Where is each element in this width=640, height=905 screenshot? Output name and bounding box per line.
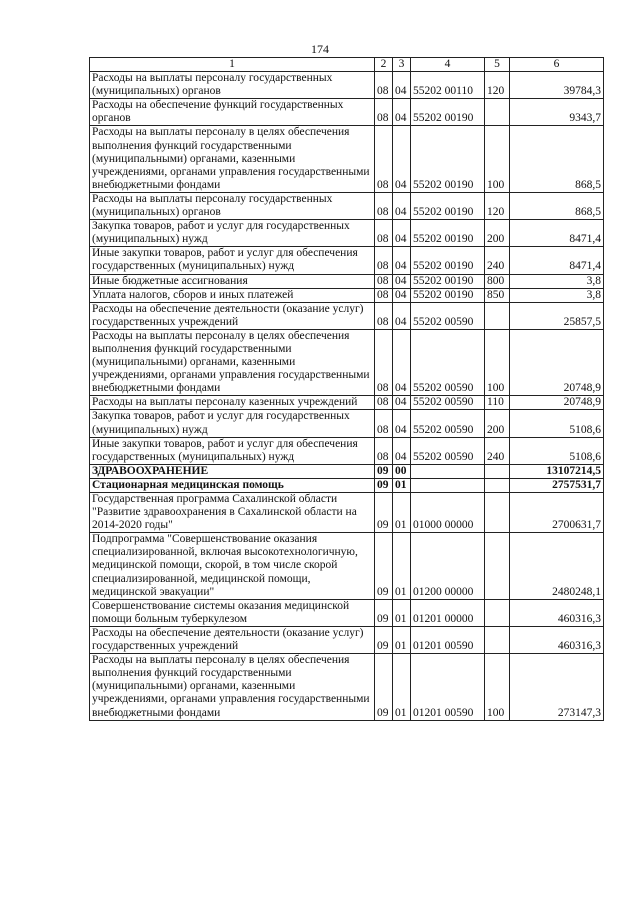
- subsection-code-cell: 01: [393, 626, 411, 653]
- table-row: [90, 599, 604, 626]
- section-code-cell: 08: [375, 72, 393, 99]
- target-article-cell: [411, 464, 485, 478]
- amount-cell: 460316,3: [510, 599, 604, 626]
- expense-type-cell: [485, 464, 510, 478]
- section-code-cell: 08: [375, 99, 393, 126]
- expense-name-cell: [90, 192, 375, 219]
- expense-type-cell: [485, 493, 510, 533]
- expense-name-cell: [90, 302, 375, 329]
- subsection-code-cell: 04: [393, 274, 411, 288]
- table-row: [90, 437, 604, 464]
- section-code-cell: 08: [375, 274, 393, 288]
- target-article-cell: 55202 00110: [411, 72, 485, 99]
- expense-name-cell: [90, 396, 375, 410]
- section-code-cell: 09: [375, 654, 393, 720]
- expense-name-text: Расходы на обеспечение функций государственных органов: [92, 99, 344, 125]
- expense-type-cell: [485, 599, 510, 626]
- section-code-cell: 08: [375, 329, 393, 395]
- target-article-cell: 55202 00590: [411, 302, 485, 329]
- expense-name-text: Закупка товаров, работ и услуг для государственных (муниципальных) нужд: [92, 410, 350, 436]
- amount-cell: 25857,5: [510, 302, 604, 329]
- expense-type-cell: [485, 478, 510, 492]
- expense-type-cell: 200: [485, 410, 510, 437]
- expense-name-cell: [90, 533, 375, 599]
- table-row: [90, 288, 604, 302]
- expense-name-text: Стационарная медицинская помощь: [92, 478, 284, 491]
- target-article-cell: 01201 00000: [411, 599, 485, 626]
- expense-name-cell: [90, 493, 375, 533]
- expense-name-text: Расходы на выплаты персоналу в целях обеспечения выполнения функций государственными (муниципальными) органами, казенными учреждениями, органами управления государственными внебюджетными фондами: [92, 654, 370, 719]
- amount-cell: 2757531,7: [510, 478, 604, 492]
- target-article-cell: 55202 00190: [411, 126, 485, 192]
- amount-cell: 8471,4: [510, 220, 604, 247]
- expense-name-text: Иные бюджетные ассигнования: [92, 274, 248, 287]
- amount-cell: 3,8: [510, 274, 604, 288]
- table-row: [90, 72, 604, 99]
- expense-type-cell: 850: [485, 288, 510, 302]
- amount-cell: 5108,6: [510, 437, 604, 464]
- expense-type-cell: 240: [485, 437, 510, 464]
- amount-cell: 2480248,1: [510, 533, 604, 599]
- subsection-code-cell: 04: [393, 126, 411, 192]
- expense-type-cell: 240: [485, 247, 510, 274]
- subsection-code-cell: 04: [393, 437, 411, 464]
- expense-name-cell: [90, 288, 375, 302]
- section-code-cell: 08: [375, 288, 393, 302]
- table-row: [90, 220, 604, 247]
- subsection-code-cell: 04: [393, 410, 411, 437]
- table-row: [90, 410, 604, 437]
- table-row: [90, 247, 604, 274]
- amount-cell: 460316,3: [510, 626, 604, 653]
- column-header-2: 2: [375, 58, 393, 72]
- subsection-code-cell: 04: [393, 220, 411, 247]
- expense-name-cell: [90, 464, 375, 478]
- amount-cell: 39784,3: [510, 72, 604, 99]
- amount-cell: 9343,7: [510, 99, 604, 126]
- expense-name-text: Государственная программа Сахалинской области "Развитие здравоохранения в Сахалинской области на 2014-2020 годы": [92, 493, 357, 532]
- section-code-cell: 09: [375, 478, 393, 492]
- expense-name-cell: [90, 599, 375, 626]
- expense-name-text: Расходы на выплаты персоналу в целях обеспечения выполнения функций государственными (муниципальными) органами, казенными учреждениями, органами управления государственными внебюджетными фондами: [92, 329, 370, 395]
- expense-name-text: Расходы на выплаты персоналу государственных (муниципальных) органов: [92, 192, 333, 219]
- section-code-cell: 08: [375, 396, 393, 410]
- section-code-cell: 08: [375, 192, 393, 219]
- expense-name-cell: [90, 220, 375, 247]
- table-row: [90, 478, 604, 492]
- target-article-cell: 55202 00590: [411, 329, 485, 395]
- expense-name-cell: [90, 654, 375, 720]
- section-code-cell: 08: [375, 410, 393, 437]
- section-code-cell: 08: [375, 220, 393, 247]
- subsection-code-cell: 01: [393, 493, 411, 533]
- target-article-cell: 55202 00190: [411, 99, 485, 126]
- expense-name-cell: [90, 626, 375, 653]
- expense-name-text: ЗДРАВООХРАНЕНИЕ: [92, 464, 209, 477]
- target-article-cell: 01000 00000: [411, 493, 485, 533]
- table-row: [90, 99, 604, 126]
- expense-name-text: Расходы на выплаты персоналу в целях обеспечения выполнения функций государственными (муниципальными) органами, казенными учреждениями, органами управления государственными внебюджетными фондами: [92, 126, 370, 191]
- section-code-cell: 09: [375, 599, 393, 626]
- table-row: [90, 302, 604, 329]
- table-row: [90, 626, 604, 653]
- section-code-cell: 08: [375, 302, 393, 329]
- amount-cell: 2700631,7: [510, 493, 604, 533]
- column-header-1: 1: [90, 58, 375, 72]
- subsection-code-cell: 04: [393, 192, 411, 219]
- table-row: [90, 464, 604, 478]
- subsection-code-cell: 04: [393, 247, 411, 274]
- expense-type-cell: 120: [485, 192, 510, 219]
- expense-name-cell: [90, 329, 375, 395]
- table-row: [90, 329, 604, 395]
- subsection-code-cell: 01: [393, 599, 411, 626]
- expense-type-cell: 800: [485, 274, 510, 288]
- target-article-cell: 55202 00190: [411, 220, 485, 247]
- expense-name-cell: [90, 410, 375, 437]
- expense-name-text: Подпрограмма "Совершенствование оказания специализированной, включая высокотехнологичную, медицинской помощи, скорой, в том числе скорой специализированной, медицинской помощи, медицинской эвакуации": [92, 533, 358, 598]
- expense-name-cell: [90, 99, 375, 126]
- amount-cell: 3,8: [510, 288, 604, 302]
- target-article-cell: 55202 00190: [411, 192, 485, 219]
- subsection-code-cell: 04: [393, 288, 411, 302]
- column-header-4: 4: [411, 58, 485, 72]
- subsection-code-cell: 01: [393, 654, 411, 720]
- amount-cell: 20748,9: [510, 396, 604, 410]
- section-code-cell: 09: [375, 533, 393, 599]
- section-code-cell: 08: [375, 247, 393, 274]
- expense-type-cell: [485, 302, 510, 329]
- section-code-cell: 09: [375, 493, 393, 533]
- header-row: [90, 58, 604, 72]
- target-article-cell: [411, 478, 485, 492]
- budget-table: [89, 57, 604, 721]
- table-row: [90, 493, 604, 533]
- target-article-cell: 55202 00590: [411, 437, 485, 464]
- subsection-code-cell: 01: [393, 478, 411, 492]
- section-code-cell: 09: [375, 626, 393, 653]
- target-article-cell: 55202 00190: [411, 247, 485, 274]
- expense-type-cell: 100: [485, 654, 510, 720]
- expense-type-cell: 200: [485, 220, 510, 247]
- expense-type-cell: 100: [485, 329, 510, 395]
- page-number: 174: [311, 42, 329, 56]
- subsection-code-cell: 04: [393, 396, 411, 410]
- expense-type-cell: [485, 99, 510, 126]
- amount-cell: 20748,9: [510, 329, 604, 395]
- column-header-3: 3: [393, 58, 411, 72]
- expense-name-text: Иные закупки товаров, работ и услуг для обеспечения государственных (муниципальных) нужд: [92, 247, 358, 273]
- table-body: [90, 72, 604, 721]
- expense-type-cell: [485, 626, 510, 653]
- expense-name-cell: [90, 437, 375, 464]
- expense-name-cell: [90, 478, 375, 492]
- column-header-5: 5: [485, 58, 510, 72]
- section-code-cell: 08: [375, 437, 393, 464]
- amount-cell: 8471,4: [510, 247, 604, 274]
- expense-type-cell: 100: [485, 126, 510, 192]
- target-article-cell: 55202 00590: [411, 410, 485, 437]
- target-article-cell: 55202 00190: [411, 274, 485, 288]
- target-article-cell: 01201 00590: [411, 626, 485, 653]
- subsection-code-cell: 04: [393, 99, 411, 126]
- subsection-code-cell: 01: [393, 533, 411, 599]
- expense-name-cell: [90, 274, 375, 288]
- expense-type-cell: 120: [485, 72, 510, 99]
- expense-name-cell: [90, 247, 375, 274]
- table-row: [90, 654, 604, 720]
- expense-type-cell: 110: [485, 396, 510, 410]
- table-row: [90, 126, 604, 192]
- expense-type-cell: [485, 533, 510, 599]
- subsection-code-cell: 04: [393, 72, 411, 99]
- table-row: [90, 533, 604, 599]
- expense-name-text: Закупка товаров, работ и услуг для государственных (муниципальных) нужд: [92, 220, 350, 246]
- expense-name-cell: [90, 126, 375, 192]
- table-row: [90, 192, 604, 219]
- expense-name-text: Расходы на обеспечение деятельности (оказание услуг) государственных учреждений: [92, 302, 364, 328]
- target-article-cell: 01201 00590: [411, 654, 485, 720]
- target-article-cell: 55202 00190: [411, 288, 485, 302]
- amount-cell: 13107214,5: [510, 464, 604, 478]
- expense-name-text: Расходы на выплаты персоналу государственных (муниципальных) органов: [92, 72, 333, 98]
- subsection-code-cell: 04: [393, 302, 411, 329]
- section-code-cell: 09: [375, 464, 393, 478]
- amount-cell: 868,5: [510, 126, 604, 192]
- expense-name-text: Уплата налогов, сборов и иных платежей: [92, 288, 294, 301]
- target-article-cell: 01200 00000: [411, 533, 485, 599]
- amount-cell: 273147,3: [510, 654, 604, 720]
- expense-name-cell: [90, 72, 375, 99]
- expense-name-text: Расходы на обеспечение деятельности (оказание услуг) государственных учреждений: [92, 626, 364, 653]
- section-code-cell: 08: [375, 126, 393, 192]
- target-article-cell: 55202 00590: [411, 396, 485, 410]
- amount-cell: 868,5: [510, 192, 604, 219]
- subsection-code-cell: 04: [393, 329, 411, 395]
- table-row: [90, 274, 604, 288]
- table-row: [90, 396, 604, 410]
- column-header-6: 6: [510, 58, 604, 72]
- subsection-code-cell: 00: [393, 464, 411, 478]
- expense-name-text: Совершенствование системы оказания медицинской помощи больным туберкулезом: [92, 599, 350, 625]
- expense-name-text: Иные закупки товаров, работ и услуг для обеспечения государственных (муниципальных) нужд: [92, 437, 358, 463]
- amount-cell: 5108,6: [510, 410, 604, 437]
- expense-name-text: Расходы на выплаты персоналу казенных учреждений: [92, 396, 358, 409]
